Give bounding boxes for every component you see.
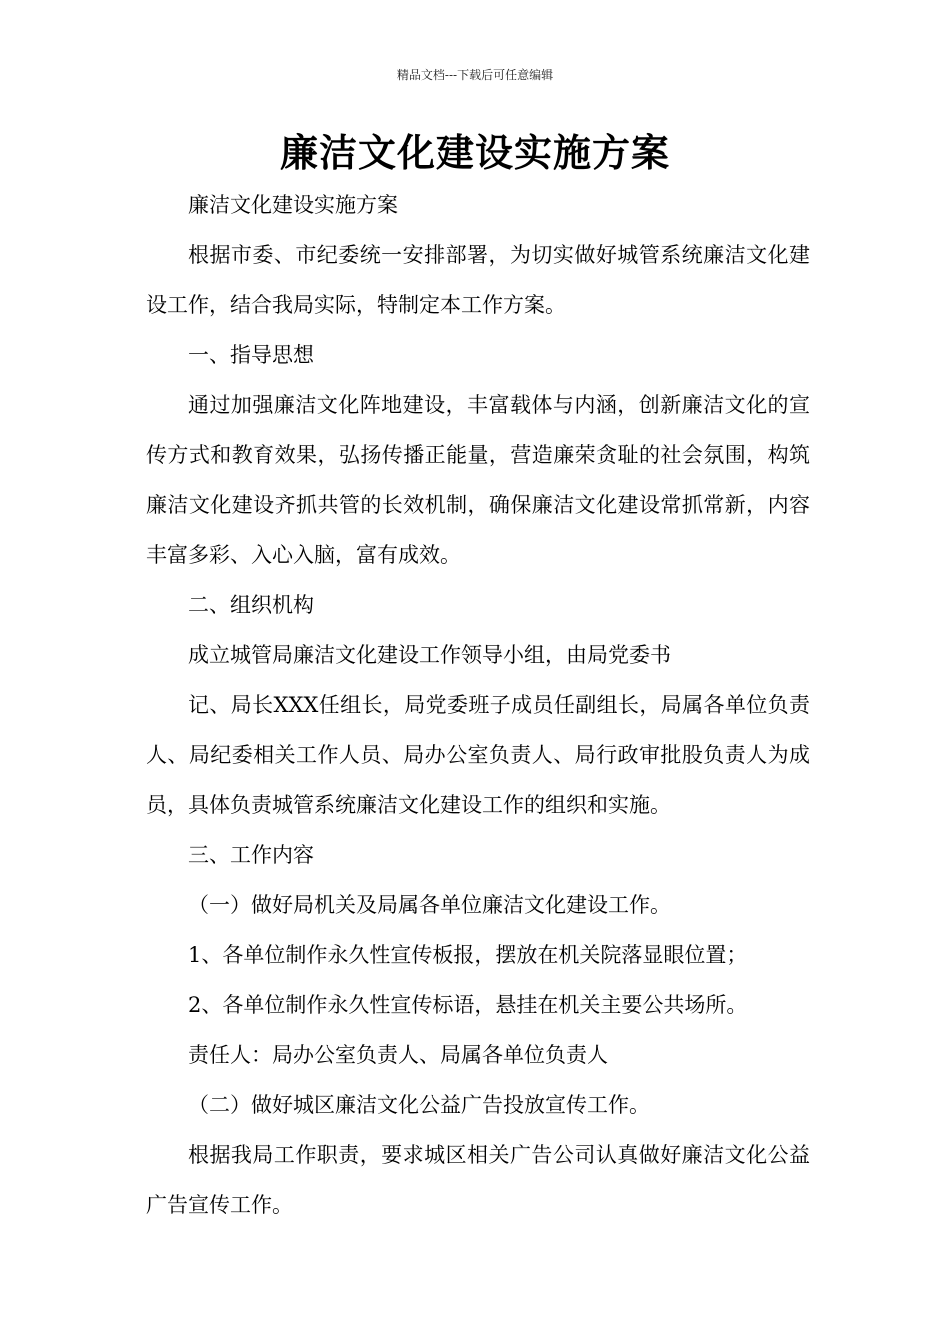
section-heading-guiding-ideology: 一、指导思想 (188, 343, 314, 367)
document-body (146, 180, 810, 1230)
guiding-ideology-paragraph: 通过加强廉洁文化阵地建设，丰富载体与内涵，创新廉洁文化的宣传方式和教育效果，弘扬传播正能量，营造廉荣贪耻的社会氛围，构筑廉洁文化建设齐抓共管的长效机制，确保廉洁文化建设常抓常新，内容丰富多彩、入心入脑，富有成效。 (146, 393, 810, 567)
intro-paragraph: 根据市委、市纪委统一安排部署，为切实做好城管系统廉洁文化建设工作，结合我局实际，特制定本工作方案。 (146, 243, 810, 317)
list-item-1: 1、各单位制作永久性宣传板报，摆放在机关院落显眼位置； (188, 943, 748, 967)
section-heading-work-content: 三、工作内容 (188, 843, 314, 867)
subtitle-paragraph: 廉洁文化建设实施方案 (188, 193, 398, 217)
list-item-2: 2、各单位制作永久性宣传标语，悬挂在机关主要公共场所。 (188, 993, 748, 1017)
organization-paragraph-2: 记、局长XXX任组长，局党委班子成员任副组长，局属各单位负责人、局纪委相关工作人员、局办公室负责人、局行政审批股负责人为成员，具体负责城管系统廉洁文化建设工作的组织和实施。 (146, 693, 810, 817)
advertising-paragraph: 根据我局工作职责，要求城区相关广告公司认真做好廉洁文化公益广告宣传工作。 (146, 1143, 810, 1217)
page-header-note: 精品文档---下载后可任意编辑 (396, 68, 554, 82)
subsection-heading-2: （二）做好城区廉洁文化公益广告投放宣传工作。 (188, 1093, 650, 1117)
document-title: 廉洁文化建设实施方案 (279, 130, 670, 175)
subsection-heading-1: （一）做好局机关及局属各单位廉洁文化建设工作。 (188, 893, 671, 917)
organization-paragraph-1: 成立城管局廉洁文化建设工作领导小组，由局党委书 (188, 643, 671, 667)
responsible-person-paragraph: 责任人：局办公室负责人、局属各单位负责人 (188, 1043, 608, 1067)
section-heading-organization: 二、组织机构 (188, 593, 314, 617)
